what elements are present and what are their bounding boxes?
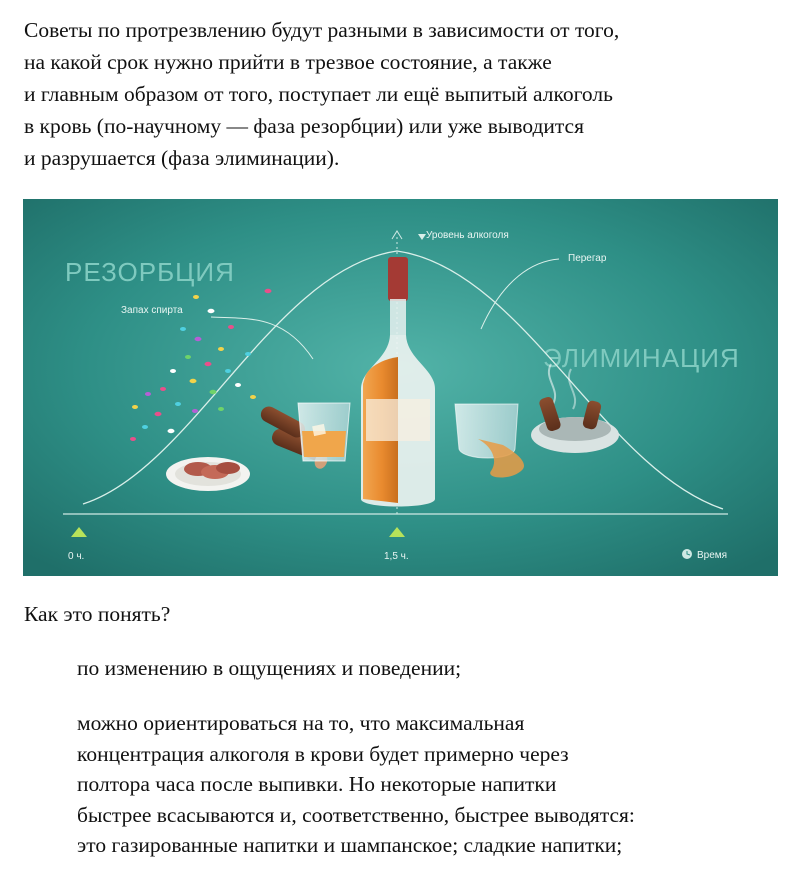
tick-peak-label: 1,5 ч. [384, 551, 409, 562]
intro-paragraph [24, 14, 784, 174]
sausage-plate-icon [166, 457, 250, 491]
intro-line: и главным образом от того, поступает ли ещё выпитый алкоголь [24, 82, 613, 106]
infographic-svg [23, 199, 778, 576]
list-item [77, 708, 777, 861]
intro-line: в кровь (по-научному — фаза резорбции) или уже выводится [24, 114, 584, 138]
list-item-line: можно ориентироваться на то, что максимальная [77, 711, 525, 735]
y-axis-label: Уровень алкоголя [426, 230, 509, 241]
question-heading: Как это понять? [24, 602, 171, 626]
x-axis-label: Время [697, 550, 728, 561]
tick-start-label: 0 ч. [68, 551, 85, 562]
phase-label-elimination: ЭЛИМИНАЦИЯ [543, 343, 740, 373]
list-item [77, 653, 777, 684]
phase-label-resorption: РЕЗОРБЦИЯ [65, 257, 235, 287]
list-item-line: это газированные напитки и шампанское; сладкие напитки; [77, 833, 623, 857]
intro-line: на какой срок нужно прийти в трезвое состояние, а также [24, 50, 552, 74]
intro-line: и разрушается (фаза элиминации). [24, 146, 340, 170]
whisky-glass-icon [298, 403, 350, 461]
list-item-line: быстрее всасываются и, соответственно, быстрее выводятся: [77, 802, 635, 827]
list-item-line: по изменению в ощущениях и поведении; [77, 656, 462, 680]
list-item-line: полтора часа после выпивки. Но некоторые напитки [77, 772, 557, 796]
list-item-line: концентрация алкоголя в крови будет примерно через [77, 741, 569, 766]
intro-line: Советы по протрезвлению будут разными в зависимости от того, [24, 18, 620, 42]
alcohol-level-infographic [23, 199, 778, 576]
annotation-hangover: Перегар [568, 253, 607, 264]
annotation-smell: Запах спирта [121, 305, 183, 316]
